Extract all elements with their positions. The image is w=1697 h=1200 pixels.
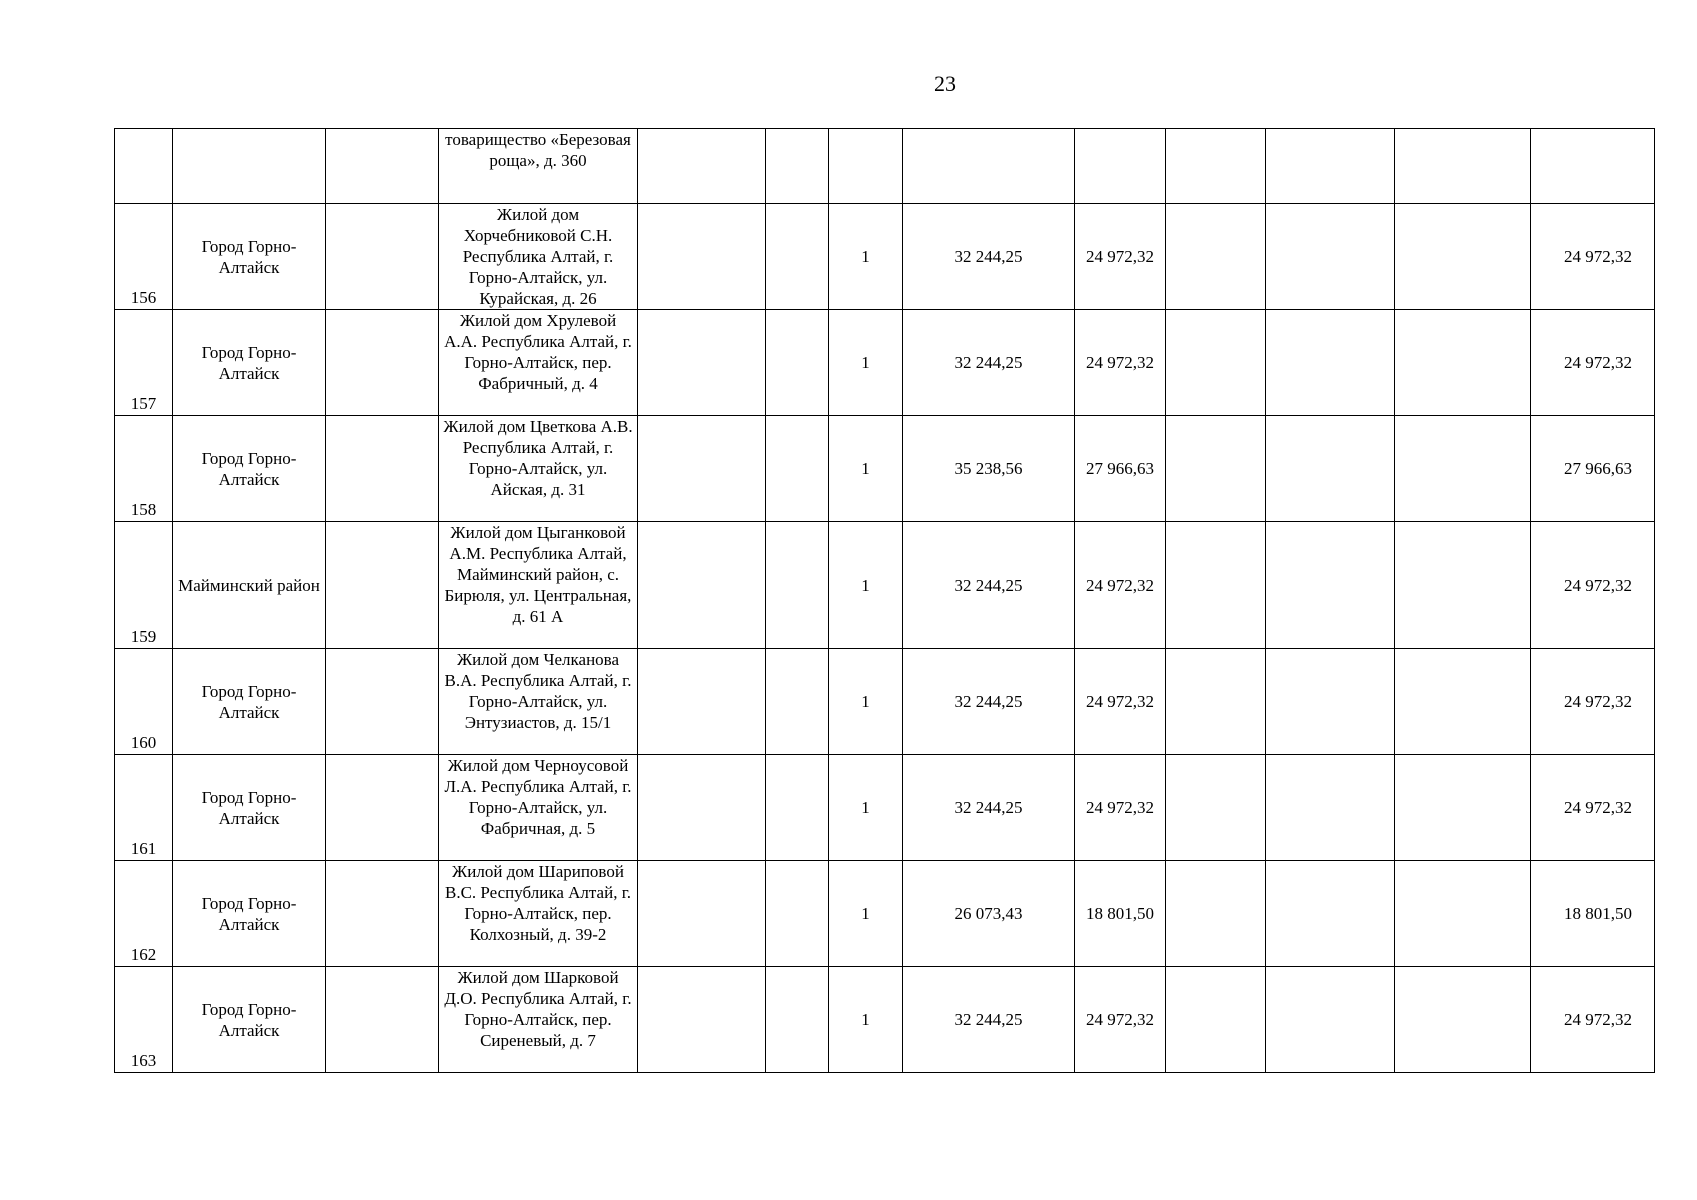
cell-empty	[1395, 310, 1531, 416]
cell-cost: 32 244,25	[903, 522, 1075, 649]
page-number: 23	[934, 71, 956, 96]
cell-address: Жилой дом Челканова В.А. Республика Алтай, г. Горно-Алтайск, ул. Энтузиастов, д. 15/1	[439, 649, 638, 755]
cell-municipality: Город Горно-Алтайск	[173, 204, 326, 310]
cell-quantity: 1	[829, 967, 903, 1073]
table-row	[115, 310, 1655, 416]
cell-empty	[1166, 204, 1266, 310]
table-row	[115, 416, 1655, 522]
cell-total: 24 972,32	[1531, 204, 1655, 310]
cell-empty	[326, 522, 439, 649]
cell-empty	[1266, 310, 1395, 416]
table-row	[115, 755, 1655, 861]
cell-total: 24 972,32	[1531, 755, 1655, 861]
cell-empty	[638, 204, 766, 310]
cell-total: 24 972,32	[1531, 522, 1655, 649]
cell-cost: 32 244,25	[903, 310, 1075, 416]
cell-num: 163	[115, 967, 173, 1073]
cell-empty	[638, 129, 766, 204]
cell-empty	[1266, 204, 1395, 310]
cell-empty	[1266, 755, 1395, 861]
cell-empty	[638, 649, 766, 755]
cell-empty	[1166, 861, 1266, 967]
cell-empty	[1395, 522, 1531, 649]
cell-empty	[1075, 129, 1166, 204]
cell-empty	[1266, 522, 1395, 649]
cell-total: 24 972,32	[1531, 649, 1655, 755]
cell-amount: 24 972,32	[1075, 967, 1166, 1073]
cell-municipality	[173, 129, 326, 204]
cell-quantity: 1	[829, 310, 903, 416]
cell-total: 27 966,63	[1531, 416, 1655, 522]
cell-cost: 32 244,25	[903, 649, 1075, 755]
cell-num: 158	[115, 416, 173, 522]
cell-empty	[1395, 416, 1531, 522]
cell-quantity: 1	[829, 755, 903, 861]
cell-empty	[326, 967, 439, 1073]
cell-address: Жилой дом Хорчебниковой С.Н. Республика Алтай, г. Горно-Алтайск, ул. Курайская, д. 26	[439, 204, 638, 310]
cell-amount: 18 801,50	[1075, 861, 1166, 967]
cell-amount: 24 972,32	[1075, 204, 1166, 310]
cell-amount: 24 972,32	[1075, 755, 1166, 861]
cell-cost: 35 238,56	[903, 416, 1075, 522]
cell-quantity: 1	[829, 522, 903, 649]
cell-municipality: Майминский район	[173, 522, 326, 649]
cell-empty	[638, 861, 766, 967]
cell-empty	[1166, 416, 1266, 522]
cell-empty	[766, 129, 829, 204]
cell-empty	[326, 310, 439, 416]
cell-empty	[1166, 310, 1266, 416]
cell-municipality: Город Горно-Алтайск	[173, 967, 326, 1073]
cell-cost: 26 073,43	[903, 861, 1075, 967]
cell-empty	[766, 204, 829, 310]
cell-empty	[1166, 755, 1266, 861]
cell-quantity: 1	[829, 204, 903, 310]
cell-municipality: Город Горно-Алтайск	[173, 310, 326, 416]
data-table	[114, 128, 1655, 1073]
cell-empty	[903, 129, 1075, 204]
cell-empty	[766, 416, 829, 522]
cell-address: Жилой дом Хрулевой А.А. Республика Алтай, г. Горно-Алтайск, пер. Фабричный, д. 4	[439, 310, 638, 416]
cell-empty	[1395, 204, 1531, 310]
cell-num: 160	[115, 649, 173, 755]
cell-address: товарищество «Березовая роща», д. 360	[439, 129, 638, 204]
cell-address: Жилой дом Цыганковой А.М. Республика Алтай, Майминский район, с. Бирюля, ул. Центральная, д. 61 А	[439, 522, 638, 649]
cell-cost: 32 244,25	[903, 755, 1075, 861]
cell-address: Жилой дом Шарковой Д.О. Республика Алтай, г. Горно-Алтайск, пер. Сиреневый, д. 7	[439, 967, 638, 1073]
cell-num: 162	[115, 861, 173, 967]
cell-empty	[829, 129, 903, 204]
cell-empty	[766, 310, 829, 416]
cell-empty	[1166, 967, 1266, 1073]
cell-cost: 32 244,25	[903, 204, 1075, 310]
cell-empty	[1266, 861, 1395, 967]
cell-municipality: Город Горно-Алтайск	[173, 861, 326, 967]
cell-amount: 24 972,32	[1075, 649, 1166, 755]
cell-empty	[1395, 967, 1531, 1073]
table-row	[115, 649, 1655, 755]
cell-empty	[638, 416, 766, 522]
cell-num	[115, 129, 173, 204]
cell-empty	[1395, 129, 1531, 204]
cell-empty	[638, 522, 766, 649]
cell-empty	[1166, 129, 1266, 204]
cell-amount: 24 972,32	[1075, 522, 1166, 649]
cell-empty	[766, 522, 829, 649]
table-row	[115, 861, 1655, 967]
cell-empty	[1395, 861, 1531, 967]
cell-cost: 32 244,25	[903, 967, 1075, 1073]
table-row	[115, 204, 1655, 310]
cell-quantity: 1	[829, 861, 903, 967]
cell-empty	[1395, 649, 1531, 755]
cell-num: 157	[115, 310, 173, 416]
cell-amount: 27 966,63	[1075, 416, 1166, 522]
cell-empty	[326, 204, 439, 310]
cell-empty	[326, 416, 439, 522]
cell-empty	[766, 755, 829, 861]
cell-quantity: 1	[829, 416, 903, 522]
cell-empty	[326, 861, 439, 967]
cell-empty	[766, 861, 829, 967]
cell-empty	[1266, 649, 1395, 755]
cell-empty	[1266, 129, 1395, 204]
cell-empty	[1166, 522, 1266, 649]
cell-total: 24 972,32	[1531, 967, 1655, 1073]
cell-empty	[326, 129, 439, 204]
cell-municipality: Город Горно-Алтайск	[173, 755, 326, 861]
cell-address: Жилой дом Шариповой В.С. Республика Алтай, г. Горно-Алтайск, пер. Колхозный, д. 39-2	[439, 861, 638, 967]
cell-empty	[326, 649, 439, 755]
cell-empty	[1266, 967, 1395, 1073]
cell-empty	[766, 967, 829, 1073]
cell-quantity: 1	[829, 649, 903, 755]
cell-empty	[1266, 416, 1395, 522]
cell-amount: 24 972,32	[1075, 310, 1166, 416]
table-row-continuation	[115, 129, 1655, 204]
table-row	[115, 967, 1655, 1073]
cell-num: 156	[115, 204, 173, 310]
cell-empty	[766, 649, 829, 755]
cell-empty	[326, 755, 439, 861]
cell-empty	[1166, 649, 1266, 755]
table-row	[115, 522, 1655, 649]
cell-empty	[638, 310, 766, 416]
cell-total: 18 801,50	[1531, 861, 1655, 967]
cell-empty	[1531, 129, 1655, 204]
cell-empty	[638, 755, 766, 861]
cell-num: 161	[115, 755, 173, 861]
cell-empty	[1395, 755, 1531, 861]
cell-address: Жилой дом Черноусовой Л.А. Республика Алтай, г. Горно-Алтайск, ул. Фабричная, д. 5	[439, 755, 638, 861]
cell-empty	[638, 967, 766, 1073]
cell-num: 159	[115, 522, 173, 649]
cell-municipality: Город Горно-Алтайск	[173, 416, 326, 522]
cell-address: Жилой дом Цветкова А.В. Республика Алтай, г. Горно-Алтайск, ул. Айская, д. 31	[439, 416, 638, 522]
cell-total: 24 972,32	[1531, 310, 1655, 416]
cell-municipality: Город Горно-Алтайск	[173, 649, 326, 755]
